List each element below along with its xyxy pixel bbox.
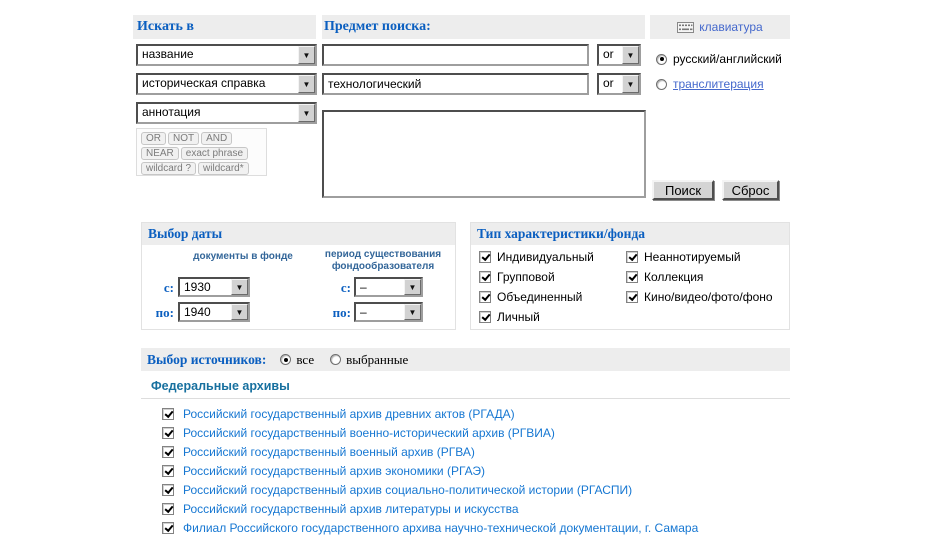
radio-selected-label: выбранные bbox=[346, 351, 409, 367]
date-panel-title: Выбор даты bbox=[148, 226, 223, 241]
archive-row[interactable] bbox=[141, 518, 790, 537]
dropdown-arrow-icon[interactable]: ▼ bbox=[231, 279, 248, 295]
checkbox-group[interactable] bbox=[479, 271, 491, 283]
fund-type-panel bbox=[470, 222, 790, 330]
archive-link[interactable]: Филиал Российского государственного архива научно-технической документации, г. Самара bbox=[183, 520, 699, 535]
archive-checkbox[interactable] bbox=[162, 522, 174, 534]
op-near-button[interactable]: NEAR bbox=[141, 147, 179, 160]
search-field-select-2-value: историческая справка bbox=[142, 76, 266, 90]
archive-checkbox[interactable] bbox=[162, 465, 174, 477]
docs-in-fund-label: документы в фонде bbox=[193, 251, 293, 262]
dropdown-arrow-icon[interactable]: ▼ bbox=[231, 304, 248, 320]
radio-selected-sources[interactable] bbox=[330, 354, 341, 365]
checkbox-cinema-video-photo-phono[interactable] bbox=[626, 291, 638, 303]
op-exact-phrase-button[interactable]: exact phrase bbox=[181, 147, 248, 160]
type-option-label: Коллекция bbox=[644, 270, 704, 284]
radio-transliteration[interactable] bbox=[656, 79, 667, 90]
dropdown-arrow-icon[interactable]: ▼ bbox=[622, 46, 639, 64]
checkbox-combined[interactable] bbox=[479, 291, 491, 303]
archive-link[interactable]: Российский государственный архив древних актов (РГАДА) bbox=[183, 406, 515, 421]
op-and-button[interactable]: AND bbox=[201, 132, 232, 145]
archive-checkbox[interactable] bbox=[162, 427, 174, 439]
transliteration-link[interactable]: транслитерация bbox=[673, 77, 764, 91]
archive-checkbox[interactable] bbox=[162, 503, 174, 515]
dropdown-arrow-icon[interactable]: ▼ bbox=[404, 279, 421, 295]
type-right-column bbox=[626, 250, 773, 310]
period-to-label: по: bbox=[332, 305, 351, 320]
search-field-select-3[interactable] bbox=[136, 102, 317, 124]
archive-row[interactable] bbox=[141, 442, 790, 461]
type-option-label: Групповой bbox=[497, 270, 555, 284]
archive-row[interactable] bbox=[141, 404, 790, 423]
op-or-button[interactable]: OR bbox=[141, 132, 166, 145]
archive-link[interactable]: Российский государственный военный архив (РГВА) bbox=[183, 444, 475, 459]
archive-row[interactable] bbox=[141, 461, 790, 480]
period-to-value: – bbox=[360, 305, 367, 319]
period-from-label: с: bbox=[340, 280, 351, 295]
search-in-band bbox=[133, 15, 316, 39]
checkbox-individual[interactable] bbox=[479, 251, 491, 263]
docs-to-label: по: bbox=[155, 305, 174, 320]
federal-archives-header: Федеральные архивы bbox=[141, 379, 790, 399]
search-field-select-1[interactable] bbox=[136, 44, 317, 66]
docs-from-value: 1930 bbox=[184, 280, 211, 294]
type-option[interactable] bbox=[626, 250, 773, 264]
archive-checkbox[interactable] bbox=[162, 446, 174, 458]
type-option[interactable] bbox=[479, 270, 594, 284]
period-from-value: – bbox=[360, 280, 367, 294]
search-field-select-2[interactable] bbox=[136, 73, 317, 95]
subject-header: Предмет поиска: bbox=[324, 19, 431, 34]
search-term-input-2[interactable] bbox=[322, 73, 589, 95]
type-option[interactable] bbox=[626, 270, 773, 284]
fund-creator-period-label: период существования фондообразователя bbox=[324, 249, 442, 272]
dropdown-arrow-icon[interactable]: ▼ bbox=[622, 75, 639, 93]
bool-select-1[interactable] bbox=[597, 44, 641, 66]
archive-link[interactable]: Российский государственный военно-исторический архив (РГВИА) bbox=[183, 425, 555, 440]
type-option[interactable] bbox=[626, 290, 773, 304]
type-left-column bbox=[479, 250, 594, 330]
archive-checkbox[interactable] bbox=[162, 484, 174, 496]
checkbox-unannotated[interactable] bbox=[626, 251, 638, 263]
bool-select-2[interactable] bbox=[597, 73, 641, 95]
dropdown-arrow-icon[interactable]: ▼ bbox=[298, 75, 315, 93]
op-wildcard-star-button[interactable]: wildcard* bbox=[198, 162, 249, 175]
docs-to-value: 1940 bbox=[184, 305, 211, 319]
docs-to-select[interactable] bbox=[178, 302, 250, 322]
type-option[interactable] bbox=[479, 310, 594, 324]
reset-button[interactable]: Сброс bbox=[722, 180, 779, 200]
subject-band bbox=[322, 15, 645, 39]
type-panel-title: Тип характеристики/фонда bbox=[477, 226, 646, 241]
language-option-transliteration[interactable] bbox=[656, 77, 764, 91]
archive-row[interactable] bbox=[141, 499, 790, 518]
type-option-label: Личный bbox=[497, 310, 540, 324]
dropdown-arrow-icon[interactable]: ▼ bbox=[298, 46, 315, 64]
period-from-select[interactable] bbox=[354, 277, 423, 297]
search-term-input-1[interactable] bbox=[322, 44, 589, 66]
bool-select-1-value: or bbox=[603, 47, 614, 61]
radio-all-label: все bbox=[296, 351, 315, 367]
keyboard-link[interactable]: клавиатура bbox=[699, 20, 763, 34]
date-selection-panel bbox=[141, 222, 456, 330]
type-option[interactable] bbox=[479, 250, 594, 264]
keyboard-icon[interactable] bbox=[677, 22, 694, 33]
archive-link[interactable]: Российский государственный архив литературы и искусства bbox=[183, 501, 519, 516]
archive-row[interactable] bbox=[141, 423, 790, 442]
archive-row[interactable] bbox=[141, 480, 790, 499]
dropdown-arrow-icon[interactable]: ▼ bbox=[298, 104, 315, 122]
search-terms-textarea[interactable] bbox=[322, 110, 646, 198]
docs-from-label: с: bbox=[163, 280, 174, 295]
radio-russian-english-label: русский/английский bbox=[673, 52, 782, 66]
type-option-label: Индивидуальный bbox=[497, 250, 594, 264]
type-option-label: Объединенный bbox=[497, 290, 583, 304]
language-option-russian-english[interactable] bbox=[656, 52, 782, 66]
type-option[interactable] bbox=[479, 290, 594, 304]
sources-band bbox=[141, 348, 790, 371]
search-in-header: Искать в bbox=[137, 19, 194, 34]
docs-from-select[interactable] bbox=[178, 277, 250, 297]
op-wildcard-q-button[interactable]: wildcard ? bbox=[141, 162, 196, 175]
sources-selection-panel bbox=[141, 348, 790, 544]
dropdown-arrow-icon[interactable]: ▼ bbox=[404, 304, 421, 320]
checkbox-collection[interactable] bbox=[626, 271, 638, 283]
archive-checkbox[interactable] bbox=[162, 408, 174, 420]
sources-title: Выбор источников: bbox=[147, 351, 267, 367]
search-field-select-1-value: название bbox=[142, 47, 194, 61]
type-option-label: Неаннотируемый bbox=[644, 250, 741, 264]
radio-russian-english[interactable] bbox=[656, 54, 667, 65]
bool-select-2-value: or bbox=[603, 76, 614, 90]
date-panel-band bbox=[142, 223, 455, 245]
archive-link[interactable]: Российский государственный архив экономики (РГАЭ) bbox=[183, 463, 486, 478]
radio-all-sources[interactable] bbox=[280, 354, 291, 365]
archives-list bbox=[141, 404, 790, 537]
period-to-select[interactable] bbox=[354, 302, 423, 322]
search-field-select-3-value: аннотация bbox=[142, 105, 201, 119]
archive-link[interactable]: Российский государственный архив социально-политической истории (РГАСПИ) bbox=[183, 482, 633, 497]
keyboard-band bbox=[650, 15, 790, 39]
op-not-button[interactable]: NOT bbox=[168, 132, 199, 145]
operator-buttons-box bbox=[136, 128, 267, 176]
type-option-label: Кино/видео/фото/фоно bbox=[644, 290, 773, 304]
search-button[interactable]: Поиск bbox=[652, 180, 714, 200]
checkbox-personal[interactable] bbox=[479, 311, 491, 323]
type-panel-band bbox=[471, 223, 789, 245]
